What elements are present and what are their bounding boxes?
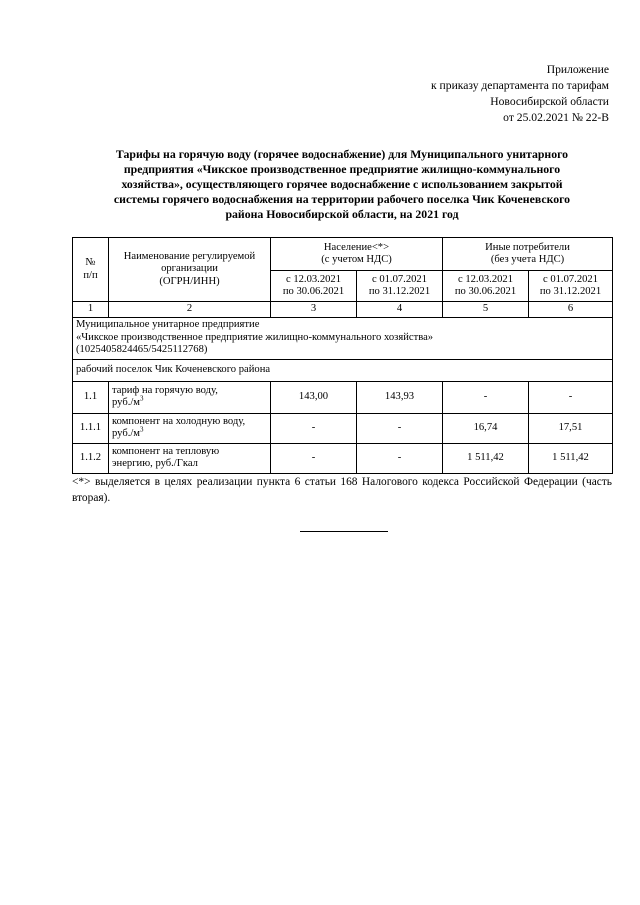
value-cell: 1 511,42 [443,443,529,473]
title-line: системы горячего водоснабжения на территории рабочего поселка Чик Коченевского [113,192,571,206]
superscript: 3 [140,425,144,434]
settlement-row: рабочий поселок Чик Коченевского района [73,359,613,381]
superscript: 3 [140,394,144,403]
organization-row: Муниципальное унитарное предприятие «Чикское производственное предприятие жилищно-коммунального хозяйства» (1025405824465/5425112768) [73,317,613,359]
header-period: с 12.03.2021 по 30.06.2021 [271,271,357,302]
value-cell: - [357,413,443,443]
header-period: с 01.07.2021 по 31.12.2021 [529,271,613,302]
annex-line: Приложение [546,63,609,76]
value-cell: - [529,381,613,413]
header-num: № п/п [73,238,109,302]
table-row [73,413,613,443]
value-cell: - [271,443,357,473]
annex-line: Новосибирской области [490,95,609,108]
header-population: Население<*> (с учетом НДС) [271,238,443,271]
title-line: Тарифы на горячую воду (горячее водоснабжение) для Муниципального унитарного [115,147,569,161]
footnote: <*> выделяется в целях реализации пункта 6 статьи 168 Налогового кодекса Российской Федерации (часть вторая). [72,476,612,504]
column-number: 4 [357,302,443,318]
annex-line: к приказу департамента по тарифам [431,79,609,92]
header-period: с 12.03.2021 по 30.06.2021 [443,271,529,302]
column-number: 6 [529,302,613,318]
title-line: хозяйства», осуществляющего горячее водоснабжение с использованием закрытой [121,177,563,191]
value-cell: 143,93 [357,381,443,413]
title-line: района Новосибирской области, на 2021 год [225,207,459,221]
column-number: 2 [109,302,271,318]
table-row [73,381,613,413]
value-cell: 143,00 [271,381,357,413]
column-number: 3 [271,302,357,318]
row-number: 1.1.2 [73,443,109,473]
table-row [73,443,613,473]
annex-block [431,62,609,126]
row-name: тариф на горячую воду, $руб./м^3$ [109,381,271,413]
value-cell: - [357,443,443,473]
row-name: компонент на тепловую энергию, руб./Гкал [109,443,271,473]
annex-line: от 25.02.2021 № 22-В [503,111,609,124]
title-line: предприятия «Чикское производственное предприятие жилищно-коммунального [123,162,561,176]
header-organization: Наименование регулируемой организации (ОГРН/ИНН) [109,238,271,302]
column-number: 1 [73,302,109,318]
header-period: с 01.07.2021 по 31.12.2021 [357,271,443,302]
value-cell: 17,51 [529,413,613,443]
row-number: 1.1 [73,381,109,413]
document-title [72,147,612,222]
row-name: компонент на холодную воду, $руб./м^3$ [109,413,271,443]
tariffs-table [72,237,613,474]
row-number: 1.1.1 [73,413,109,443]
value-cell: - [443,381,529,413]
value-cell: 1 511,42 [529,443,613,473]
value-cell: 16,74 [443,413,529,443]
closing-rule [300,531,388,532]
header-other-consumers: Иные потребители (без учета НДС) [443,238,613,271]
value-cell: - [271,413,357,443]
column-number: 5 [443,302,529,318]
